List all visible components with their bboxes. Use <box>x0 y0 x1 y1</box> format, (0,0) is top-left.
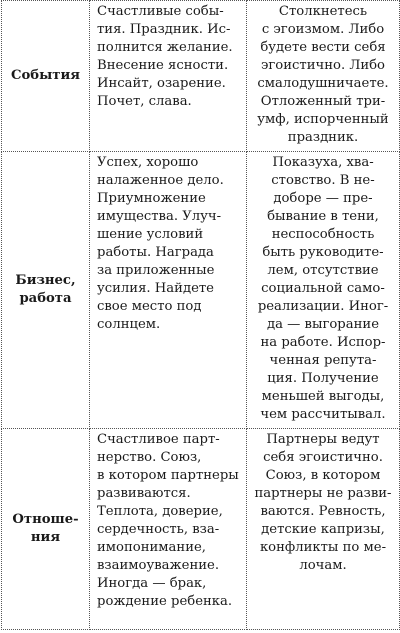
text-line: свое место под <box>97 299 202 314</box>
table-row <box>2 152 400 429</box>
text-line: полнится желание. <box>97 40 233 55</box>
text-line: имущества. Улуч- <box>97 209 222 224</box>
text-line: тия. Праздник. Ис- <box>97 22 231 37</box>
text-line: себя эгоистично. <box>263 450 383 465</box>
table-row <box>2 1 400 152</box>
text-line: Иногда — брак, <box>97 576 207 591</box>
text-line: нерство. Союз, <box>97 450 202 465</box>
text-line: Отложенный три- <box>260 94 386 109</box>
text-line: работы. Награда <box>97 245 214 260</box>
text-line: доборе — пре- <box>273 191 373 206</box>
category-label: Отноше- <box>12 512 79 527</box>
text-line: рождение ребенка. <box>97 594 233 609</box>
upright-meaning-cell <box>90 1 247 152</box>
meanings-table <box>1 0 400 630</box>
text-line: Почет, слава. <box>97 94 192 109</box>
text-line: в котором партнеры <box>97 468 239 483</box>
text-line: ваются. Ревность, <box>260 504 386 519</box>
text-line: сердечность, вза- <box>97 522 220 537</box>
text-line: с эгоизмом. Либо <box>261 22 385 37</box>
text-line: социальной само- <box>261 281 385 296</box>
text-line: Приумножение <box>97 191 206 206</box>
text-line: умф, испорченный <box>257 112 389 127</box>
text-line: усилия. Найдете <box>97 281 214 296</box>
text-line: Партнеры ведут <box>266 432 380 447</box>
reversed-meaning-cell <box>247 152 400 429</box>
category-label: События <box>10 68 80 83</box>
text-line: Столкнетесь <box>278 4 368 19</box>
text-line: бывание в тени, <box>267 209 379 224</box>
text-line: неспособность <box>271 227 375 242</box>
category-cell-business <box>2 152 90 429</box>
text-line: Успех, хорошо <box>97 155 199 170</box>
text-line: праздник. <box>287 130 359 145</box>
text-line: ченная репута- <box>269 353 377 368</box>
text-line: налаженное дело. <box>97 173 224 188</box>
category-label: Бизнес, <box>15 273 76 288</box>
text-line: шение условий <box>97 227 204 242</box>
text-line: Внесение ясности. <box>97 58 229 73</box>
reversed-meaning-cell <box>247 429 400 630</box>
text-line: развиваются. <box>97 486 191 501</box>
text-line: партнеры не разви- <box>254 486 392 501</box>
text-line: лем, отсутствие <box>267 263 379 278</box>
upright-meaning-cell <box>90 429 247 630</box>
text-line: Теплота, доверие, <box>97 504 223 519</box>
text-line: солнцем. <box>97 317 161 332</box>
text-line: Счастливое парт- <box>97 432 220 447</box>
text-line: эгоистично. Либо <box>261 58 385 73</box>
upright-meaning-cell <box>90 152 247 429</box>
text-line: за приложенные <box>97 263 215 278</box>
text-line: лочам. <box>299 558 347 573</box>
text-line: Показуха, хва- <box>272 155 374 170</box>
text-line: ция. Получение <box>267 371 379 386</box>
text-line: имопонимание, <box>97 540 206 555</box>
text-line: быть руководите- <box>262 245 384 260</box>
text-line: Счастливые собы- <box>97 4 224 19</box>
text-line: смалодушничаете. <box>257 76 389 91</box>
text-line: Союз, в котором <box>265 468 381 483</box>
text-line: да — выгорание <box>266 317 379 332</box>
category-cell-relationships <box>2 429 90 630</box>
text-line: Инсайт, озарение. <box>97 76 226 91</box>
text-line: меньшей выгоды, <box>261 389 385 404</box>
reversed-meaning-cell <box>247 1 400 152</box>
text-line: взаимоуважение. <box>97 558 220 573</box>
category-label: работа <box>19 291 72 306</box>
text-line: стовство. В не- <box>271 173 375 188</box>
text-line: реализации. Иног- <box>257 299 389 314</box>
category-cell-events <box>2 1 90 152</box>
text-line: детские капризы, <box>261 522 385 537</box>
text-line: на работе. Испор- <box>260 335 386 350</box>
text-line: конфликты по ме- <box>259 540 387 555</box>
category-label: ния <box>30 530 61 545</box>
table-row <box>2 429 400 630</box>
text-line: чем рассчитывал. <box>260 407 386 422</box>
text-line: будете вести себя <box>260 40 386 55</box>
